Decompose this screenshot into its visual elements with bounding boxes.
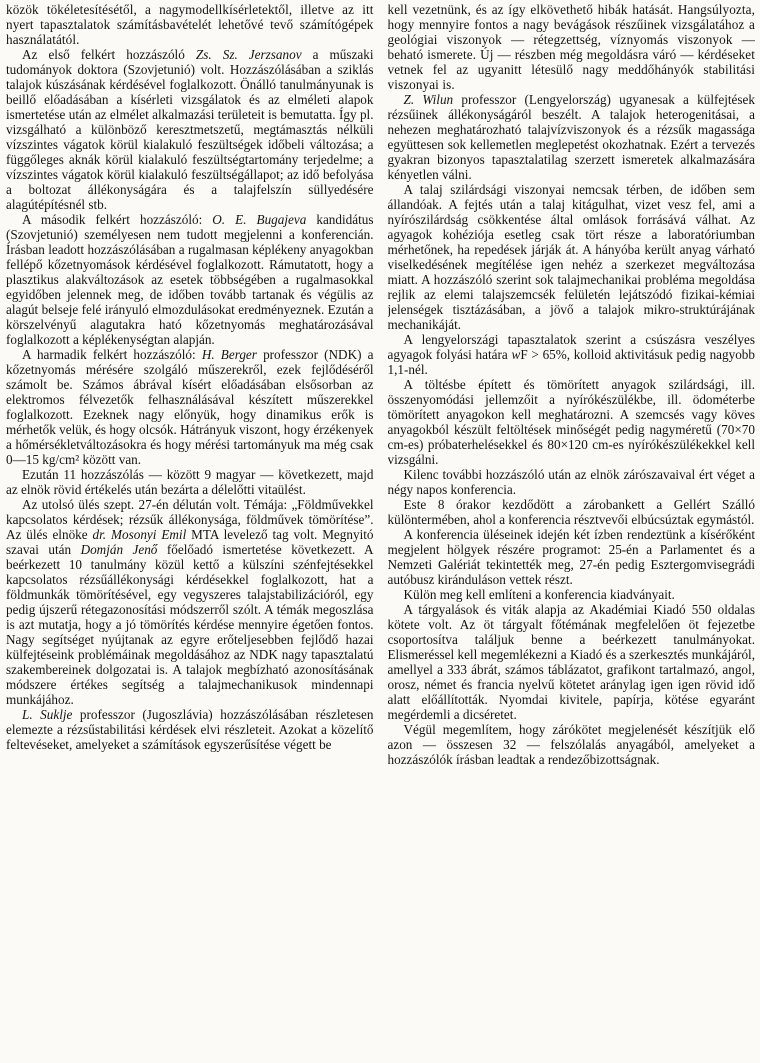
italic-name: Z. Wilun bbox=[403, 92, 454, 107]
left-column bbox=[6, 2, 374, 1063]
text-run: Kilenc további hozzászóló után az elnök zárószavaival ért véget a négy napos konferencia. bbox=[387, 467, 755, 497]
paragraph bbox=[6, 47, 374, 212]
paragraph bbox=[6, 2, 374, 47]
paragraph bbox=[6, 212, 374, 347]
paragraph bbox=[388, 722, 756, 767]
text-run: F > 65%, kolloid aktivitásuk pedig nagyobb 1,1-nél. bbox=[387, 347, 755, 377]
text-run: Este 8 órakor kezdődött a zárobankett a Gellért Szálló különtermében, ahol a konferencia résztvevői elbúcsúztak egymástól. bbox=[387, 497, 755, 527]
italic-name: L. Suklje bbox=[22, 707, 73, 722]
text-run: főelőadó ismertetése következett. A beérkezett 10 tanulmány közül kettő a külszíni szénfejtésekkel kapcsolatos rézsűállékonysági kérdésekkel foglalkozott, hat a földmunkák tömörítésével, egy vegyszeres talajstabilizációról, egy pedig újszerű rétegazonosítási módszerről szólt. A témák megoszlása is azt mutatja, hogy a jó tömörítés kérdése mennyire égetően fontos. Nagy segítséget nyújtanak az egyre erőteljesebben fejlődő hazai külfejtéseink problémáinak megoldásához az NDK nagy tapasztalatú szakembereinek dolgozatai is. A talajok megbízható azonosításának módszere értékes segítség a talajmechanikusok mindennapi munkájához. bbox=[6, 542, 374, 707]
text-run: A talaj szilárdsági viszonyai nemcsak térben, de időben sem állandóak. A fejtés után a talaj kitágulhat, vizet vesz fel, ami a nyírószilárdság csökkentése által omlások forrásává válhat. Az agyagok kohéziója esetleg csak tört része a laboratóriumban mérhetőnek, ha repedések járják át. A hányóba került anyag várható viselkedésének megítélése igen nehéz a szerkezet megváltozása miatt. A hozzászóló szerint sok talajmechanikai probléma megoldása rejlik az elemi talajszemcsék felületén lejátszódó fizikai-kémiai jelenségek tisztázásában, a jövő a talajok mikro-struktúrájának mechanikáját. bbox=[387, 182, 755, 332]
text-run: Külön meg kell említeni a konferencia kiadványait. bbox=[403, 587, 675, 602]
paragraph bbox=[388, 332, 756, 377]
text-run: A konferencia üléseinek idején két ízben rendeztünk a kísérőként megjelent hölgyek részére programot: 25-én a Parlamentet és a Nemzeti Galériát tekintették meg, 27-én pedig Esztergomvisegrádi autóbusz kiránduláson vettek részt. bbox=[387, 527, 755, 587]
text-run: professzor (Jugoszlávia) hozzászólásában részletesen elemezte a rézsűstabilitási kérdések elvi részleteit. Azokat a közelítő feltevéseket, amelyeket a számítások egyszerűsítése végett be bbox=[6, 707, 374, 752]
paragraph bbox=[388, 587, 756, 602]
right-column bbox=[388, 2, 756, 1063]
paragraph bbox=[388, 602, 756, 722]
paragraph bbox=[388, 497, 756, 527]
text-run: MTA levelező tag volt. Megnyitó szavai után bbox=[6, 527, 374, 557]
paragraph bbox=[388, 2, 756, 92]
text-run: A harmadik felkért hozzászóló: bbox=[22, 347, 202, 362]
text-run: A második felkért hozzászóló: bbox=[22, 212, 213, 227]
paragraph bbox=[388, 527, 756, 587]
paragraph bbox=[388, 467, 756, 497]
paragraph bbox=[388, 377, 756, 467]
text-run: Az utolsó ülés szept. 27-én délután volt. Témája: „Földművekkel kapcsolatos kérdések; rézsűk állékonysága, földművek tömörítése”. Az ülés elnöke bbox=[6, 497, 374, 542]
text-run: A töltésbe épített és tömörített anyagok szilárdsági, ill. összenyomódási jellemzőit a nyírókészülékbe, ill. ödométerbe tömörített anyagokon kell meghatározni. A szemcsés vagy köves anyagokból készült feltöltések minőségét pedig nagyméretű (70×70 cm-es) próbaterhelésekkel és 80×120 cm-es nyírókészülékekkel kell vizsgálni. bbox=[387, 377, 755, 467]
text-run: A lengyelországi tapasztalatok szerint a csúszásra veszélyes agyagok folyási határa bbox=[387, 332, 755, 362]
italic-name: w bbox=[511, 347, 521, 362]
text-run: A tárgyalások és viták alapja az Akadémiai Kiadó 550 oldalas kötete volt. Az öt tárgyalt főtémának megfelelően öt fejezetbe csoportosítva találjuk benne a beérkezett tanulmányokat. Elismeréssel kell megemlékezni a Kiadó és a szerkesztés munkájáról, amellyel a 333 ábrát, számos táblázatot, grafikont tartalmazó, angol, orosz, német és francia nyelvű kötetet aránylag igen igen rövid idő alatt előállították. Nyomdai kivitele, papírja, kötése egyaránt megérdemli a dicséretet. bbox=[387, 602, 755, 722]
paragraph bbox=[6, 347, 374, 467]
text-run: a műszaki tudományok doktora (Szovjetunió) volt. Hozzászólásában a sziklás talajok kúszásának kérdésével foglalkozott. Önálló tanulmányunak is beillő előadásában a kísérleti vizsgálatok és az elméleti alapok ismertetése után az elmélet alkalmazási területeit is bemutatta. Így pl. vizsgálható a különböző keresztmetszetű, megtámasztás nélküli vízszintes vágatok körül kialakuló feszültségek időbeli változása; a függőleges aknák körül kialakuló feszültségtartomány terjedelme; a vízszintes vágatok körül kialakuló feszültségállapot; az idő befolyása a boltozat állékonyságára és a talajfelszín süllyedésére alagútépítésnél stb. bbox=[6, 47, 374, 212]
text-run: Ezután 11 hozzászólás — között 9 magyar — következett, majd az elnök rövid értékelés után bezárta a délelőtti vitaülést. bbox=[6, 467, 374, 497]
text-run: Az első felkért hozzászóló bbox=[22, 47, 196, 62]
paragraph bbox=[6, 497, 374, 707]
text-run: kell vezetnünk, és az így elkövethető hibák hatását. Hangsúlyozta, hogy mennyire fontos a nagy bevágások részűinek vizsgálatához a geológiai viszonyok — rétegzettség, víznyomás viszonyok — beható ismerete. Új — részben még megoldásra váró — kérdéseket vetnek fel az ugyanitt létesülő nagy meddőhányók stabilitási viszonyai is. bbox=[387, 2, 755, 92]
text-run: közök tökéletesítésétől, a nagymodellkísérletektől, illetve az itt nyert tapasztalatok számításbavételét lehetővé tevő számítógépek használatától. bbox=[6, 2, 374, 47]
paragraph bbox=[6, 467, 374, 497]
italic-name: Domján Jenő bbox=[80, 542, 158, 557]
paragraph bbox=[388, 92, 756, 182]
paragraph bbox=[6, 707, 374, 752]
text-run: professzor (Lengyelország) ugyanesak a külfejtések rézsűinek állékonyságáról beszélt. A talajok heterogenitásai, a nehezen meghatározható talajvízviszonyok és a rézsűk magassága együttesen sok kellemetlen meglepetést okozhatnak. Ezért a tervezés gyakran bizonyos tapasztalatilag szerzett ismeretek alkalmazására kényetlen válni. bbox=[387, 92, 755, 182]
italic-name: H. Berger bbox=[201, 347, 257, 362]
italic-name: Zs. Sz. Jerzsanov bbox=[195, 47, 302, 62]
text-run: professzor (NDK) a kőzetnyomás mérésére szolgáló műszerekről, ezek fejlődéséről számolt be. Számos ábrával kísért előadásában elsősorban az elektromos félvezetők felhasználásával készített műszerekkel foglalkozott. Ezeknek nagy előnyük, hogy dinamikus erők is mérhetők velük, és hogy olcsók. Hátrányuk viszont, hogy érzékenyek a hőmérsékletváltozásokra és hogy mérési tartományuk ma még csak 0—15 kg/cm² között van. bbox=[6, 347, 374, 467]
paragraph bbox=[388, 182, 756, 332]
italic-name: O. E. Bugajeva bbox=[212, 212, 307, 227]
italic-name: dr. Mosonyi Emil bbox=[92, 527, 187, 542]
text-run: Végül megemlítem, hogy zárókötet megjelenését készítjük elő azon — összesen 32 — felszólalás anyagából, amelyeket a hozzászólók írásban leadtak a rendezőbizottságnak. bbox=[387, 722, 755, 767]
text-run: kandidátus (Szovjetunió) személyesen nem tudott megjelenni a konferencián. Írásban leadott hozzászólásában a rugalmasan képlékeny anyagokban fellépő kőzetnyomások kérdésével foglalkozott. Rámutatott, hogy a plasztikus alakváltozások az esetek többségében a rugalmasokkal egyidőben jelennek meg, de időben tovább tartanak és végülis az alagút belseje felé irányuló elmozdulásokat eredményeznek. Ezután a körszelvényű alagutakra ható kőzetnyomás meghatározásával foglalkozott a képlékenységtan alapján. bbox=[6, 212, 374, 347]
